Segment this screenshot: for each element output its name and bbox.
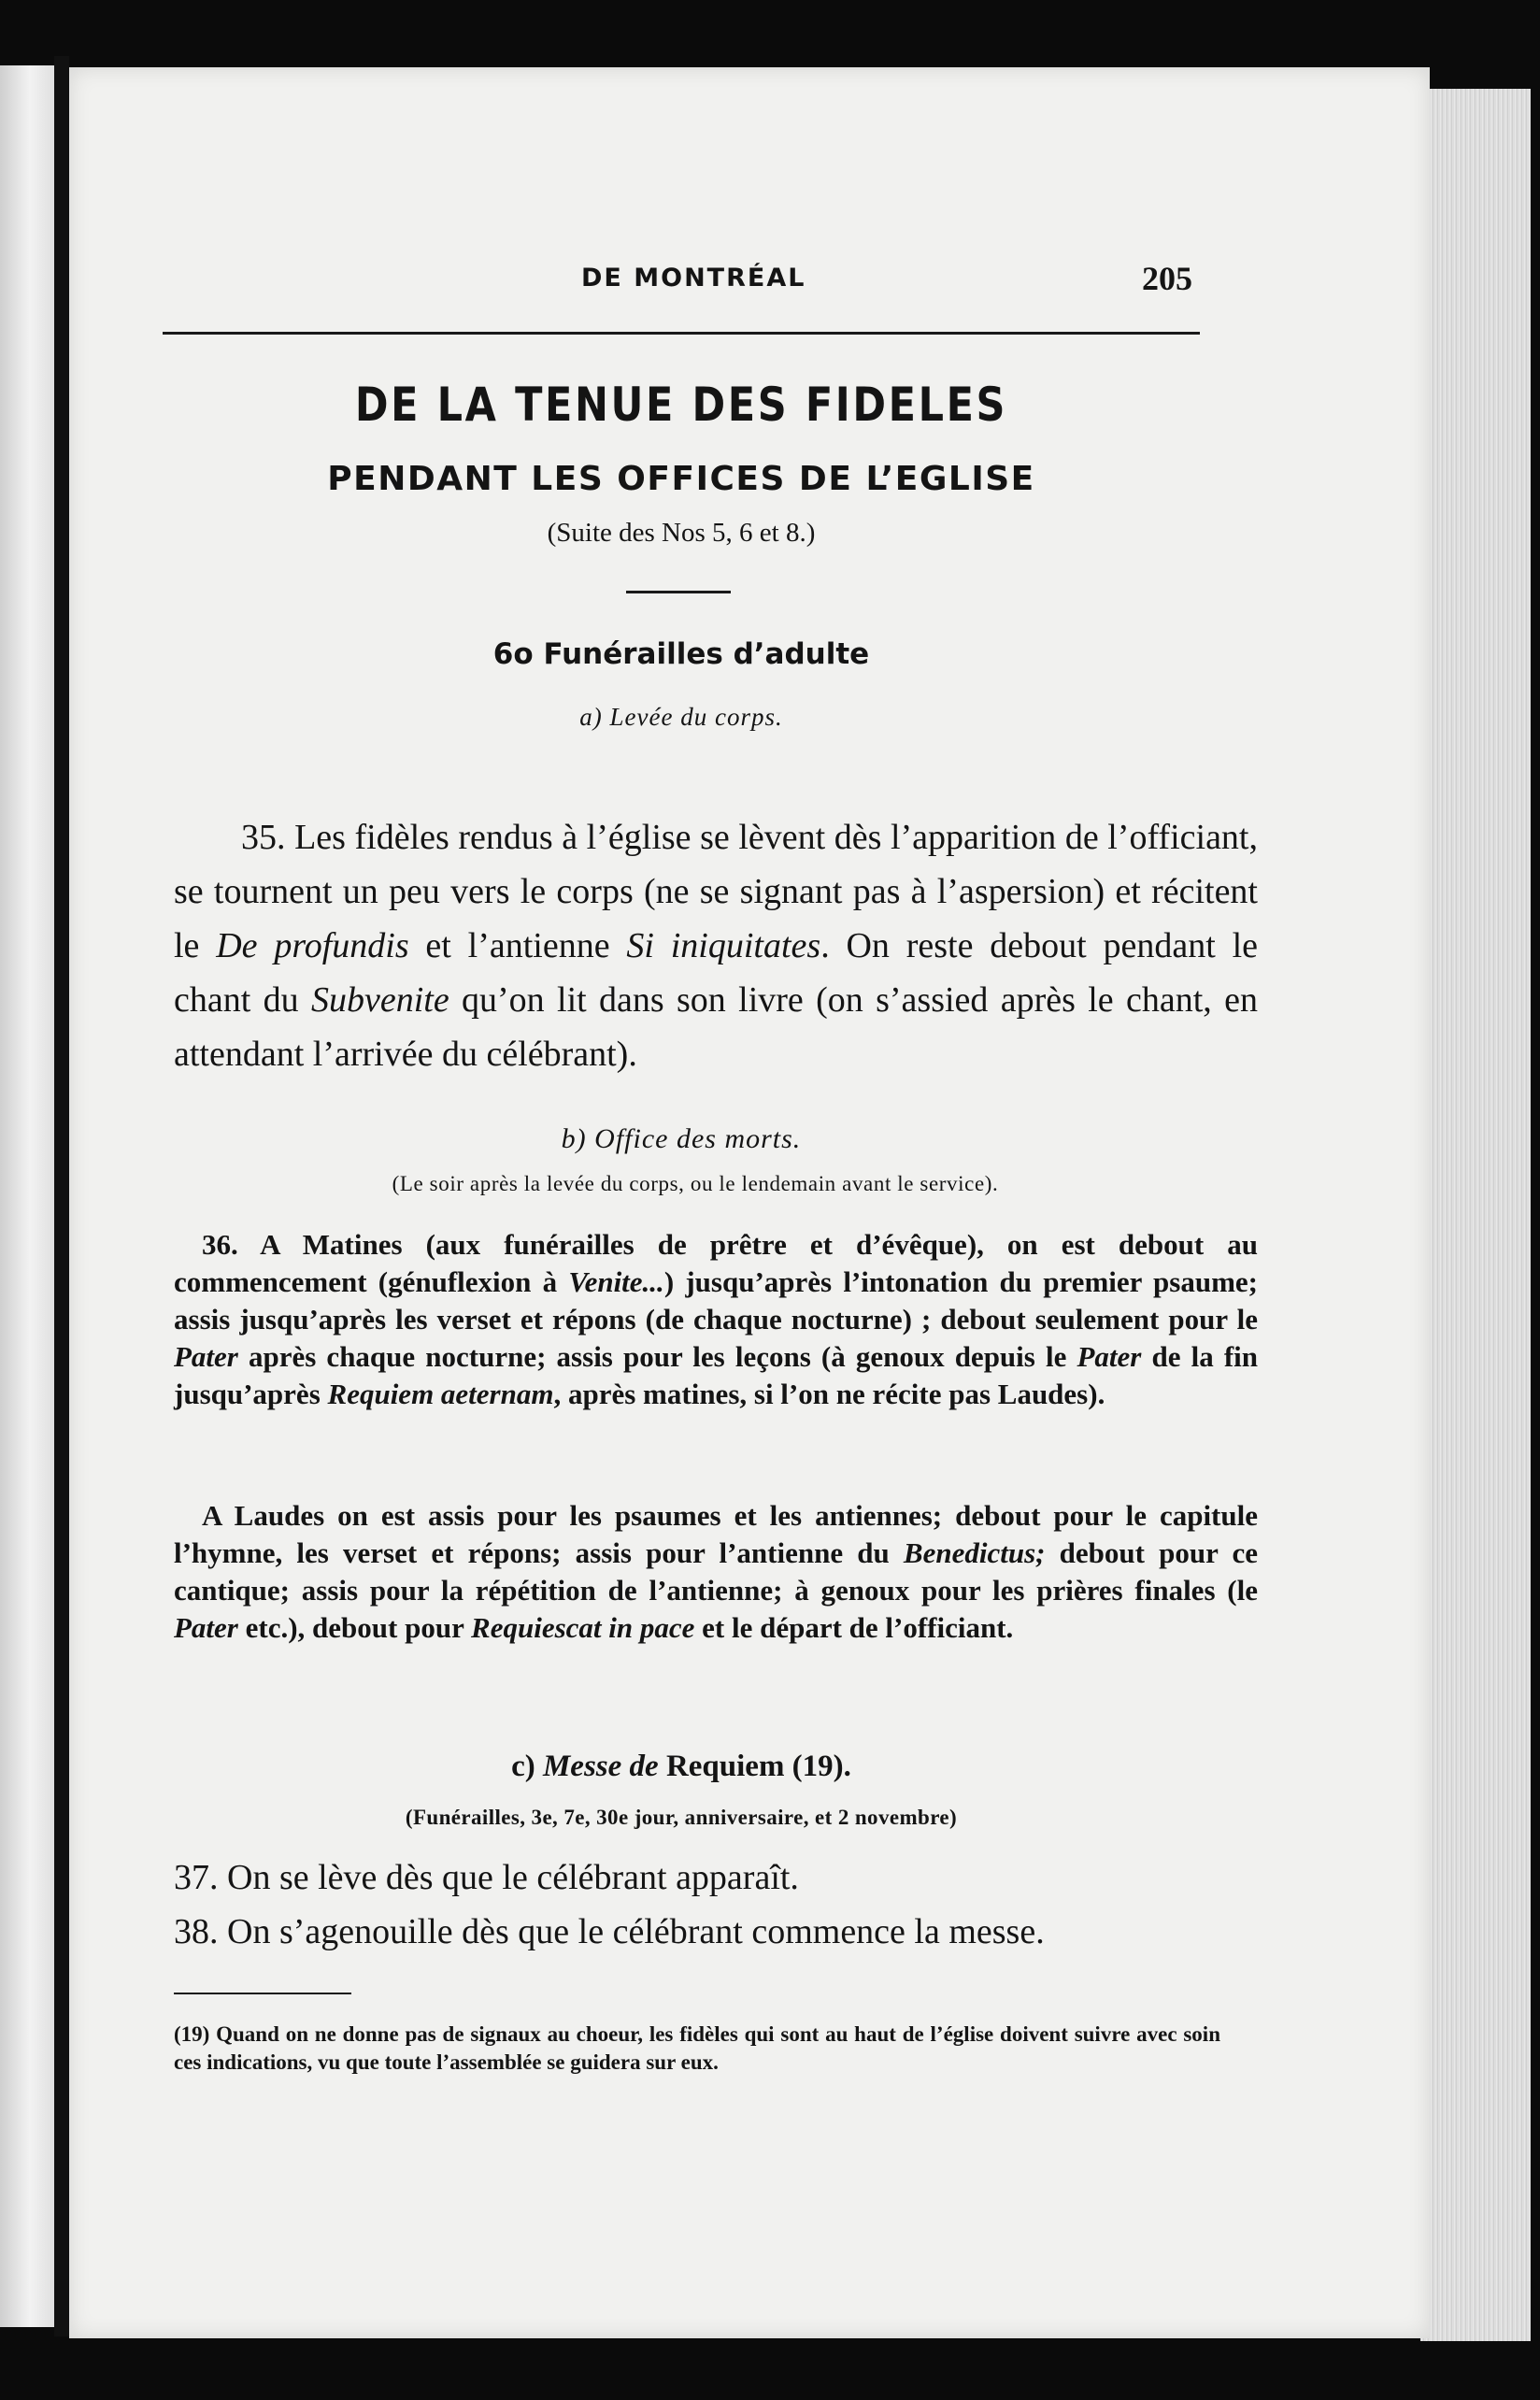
paragraph-36-text-2: ) jusqu’après l’intonation du premier psaume; assis jusqu’après les verset et répons (de chaque nocturne) ; debout seulement pour le (174, 1265, 1259, 1336)
paragraph-laudes-text-3: etc.), debout pour (237, 1611, 472, 1644)
header-rule (163, 332, 1200, 335)
subsection-b-note: (Le soir après la levée du corps, ou le lendemain avant le service). (392, 1172, 999, 1195)
paragraph-35-italic-2: Si iniquitates (626, 926, 821, 965)
footnote-rule (174, 1993, 351, 1994)
paragraph-35 (174, 810, 1258, 1081)
paragraph-laudes (174, 1497, 1258, 1647)
paragraph-36-text-1: 36. A Matines (aux funérailles de prêtre et d’évêque), on est debout au commencement (génuflexion à (174, 1228, 1258, 1298)
footnote-19: (19) Quand on ne donne pas de signaux au choeur, les fidèles qui sont au haut de l’église doivent suivre avec soin ces indications, vu que toute l’assemblée se guidera sur eux. (174, 2022, 1220, 2074)
paragraph-35-text-3: . On reste debout pendant le chant du (174, 926, 1258, 1020)
section-heading: 6o Funérailles d’adulte (492, 637, 870, 671)
paragraph-36-text-4: de la fin jusqu’après (174, 1340, 1258, 1410)
paragraph-laudes-text-1: A Laudes on est assis pour les psaumes et les antiennes; debout pour le capitule l’hymne, les verset et répons; assis pour l’antienne du (174, 1499, 1258, 1569)
continuation-note: (Suite des Nos 5, 6 et 8.) (547, 518, 816, 548)
paragraph-laudes-italic-3: Requiescat in pace (471, 1611, 695, 1644)
paragraph-36-italic-3: Pater (1077, 1340, 1142, 1373)
paragraph-35-text-4: qu’on lit dans son livre (on s’assied après le chant, en attendant l’arrivée du célébrant). (174, 980, 1258, 1074)
paragraph-35-text-2: et l’antienne (408, 926, 627, 965)
book-page (69, 67, 1430, 2338)
paragraph-36-italic-2: Pater (174, 1340, 238, 1373)
page-title: DE LA TENUE DES FIDELES (354, 378, 1008, 432)
paragraph-laudes-italic-1: Benedictus; (903, 1536, 1046, 1569)
book-gutter (54, 56, 69, 2336)
page-subtitle: PENDANT LES OFFICES DE L’EGLISE (327, 460, 1035, 498)
previous-page-edge (0, 65, 54, 2327)
paragraph-37: 37. On se lève dès que le célébrant apparaît. (174, 1858, 799, 1897)
title-divider (626, 591, 731, 593)
paragraph-36 (174, 1226, 1258, 1413)
paragraph-35-text-1: 35. Les fidèles rendus à l’église se lèvent dès l’apparition de l’officiant, se tournent un peu vers le corps (ne se signant pas à l’aspersion) et récitent le (174, 818, 1258, 965)
subsection-b-heading: b) Office des morts. (561, 1123, 802, 1154)
paragraph-36-text-5: , après matines, si l’on ne récite pas Laudes). (553, 1378, 1105, 1410)
paragraph-35-italic-1: De profundis (216, 926, 409, 965)
subsection-c-prefix: c) (511, 1750, 543, 1783)
page-number: 205 (1142, 260, 1192, 297)
subsection-c-heading (163, 1750, 1200, 1784)
subsection-a-heading: a) Levée du corps. (579, 703, 783, 731)
paragraph-36-italic-4: Requiem aeternam (327, 1378, 554, 1410)
paragraph-38: 38. On s’agenouille dès que le célébrant commence la messe. (174, 1912, 1045, 1951)
paragraph-laudes-italic-2: Pater (174, 1611, 238, 1644)
subsection-c-italic: Messe de (542, 1750, 659, 1783)
paragraph-36-italic-1: Venite... (568, 1265, 664, 1298)
page-edges (1420, 89, 1531, 2341)
paragraph-laudes-text-4: et le départ de l’officiant. (694, 1611, 1014, 1644)
paragraph-laudes-text-2: debout pour ce cantique; assis pour la répétition de l’antienne; à genoux pour les prières finales (le (174, 1536, 1258, 1607)
running-head: DE MONTRÉAL (581, 264, 806, 293)
subsection-c-rest: Requiem (19). (658, 1750, 851, 1783)
paragraph-35-italic-3: Subvenite (310, 980, 449, 1020)
paragraph-36-text-3: après chaque nocturne; assis pour les leçons (à genoux depuis le (237, 1340, 1077, 1373)
subsection-c-note: (Funérailles, 3e, 7e, 30e jour, anniversaire, et 2 novembre) (405, 1806, 958, 1829)
